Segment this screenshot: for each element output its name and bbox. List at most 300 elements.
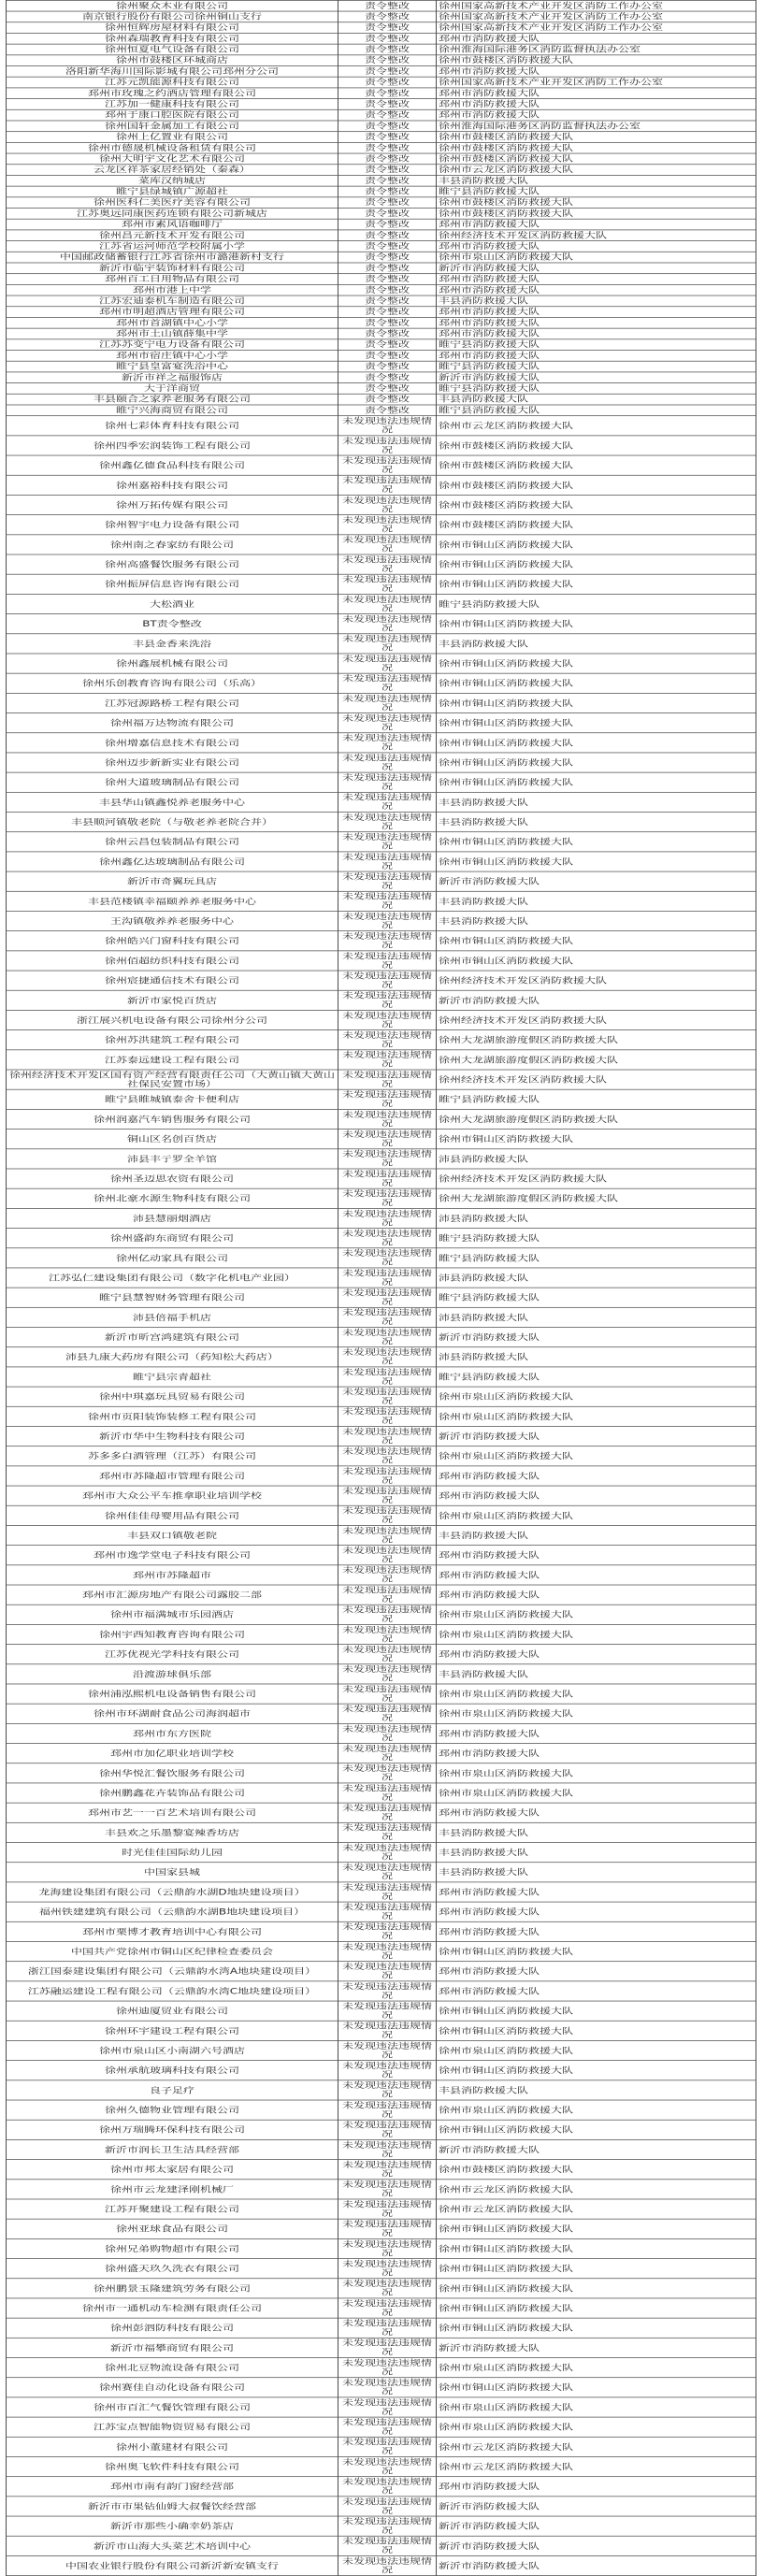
result-cell: 未发现违法违规情况 xyxy=(338,1981,437,2001)
unit-name-cell: 徐州振屏信息咨询有限公司 xyxy=(7,574,338,594)
result-cell: 责令整改 xyxy=(338,339,437,351)
table-row xyxy=(7,1981,756,2001)
unit-name-cell: 新沂市家悦百货店 xyxy=(7,990,338,1010)
unit-name-cell: 徐州上亿置业有限公司 xyxy=(7,132,338,143)
department-cell: 徐州市铜山区消防救援大队 xyxy=(437,713,756,733)
unit-name-cell: 丰县顺河镇敬老院（与敬老养老院合并） xyxy=(7,813,338,832)
department-cell: 丰县消防救援大队 xyxy=(437,1664,756,1684)
department-cell: 徐州市云龙区消防救援大队 xyxy=(437,416,756,436)
result-cell: 未发现违法违规情况 xyxy=(338,673,437,693)
result-cell: 未发现违法违规情况 xyxy=(338,1962,437,1981)
unit-name-cell: 王沟镇敬养养老服务中心 xyxy=(7,911,338,930)
table-row xyxy=(7,475,756,495)
table-row xyxy=(7,1387,756,1406)
table-row xyxy=(7,1208,756,1228)
unit-name-cell: 睢宁兴海商贸有限公司 xyxy=(7,405,338,416)
department-cell: 徐州市泉山区消防救援大队 xyxy=(437,1763,756,1783)
table-row xyxy=(7,634,756,654)
department-cell: 徐州市泉山区消防救援大队 xyxy=(437,2358,756,2378)
unit-name-cell: 徐州福万达物流有限公司 xyxy=(7,713,338,733)
department-cell: 徐州淮海国际港务区消防监督执法办公室 xyxy=(437,44,756,55)
table-row xyxy=(7,832,756,852)
department-cell: 徐州市云龙区消防救援大队 xyxy=(437,165,756,176)
table-row xyxy=(7,416,756,436)
department-cell: 邳州市消防救援大队 xyxy=(437,33,756,44)
result-cell: 未发现违法违规情况 xyxy=(338,2040,437,2060)
unit-name-cell: 邳州市栗博才教育培训中心有限公司 xyxy=(7,1921,338,1941)
table-row xyxy=(7,1941,756,1961)
table-row xyxy=(7,753,756,772)
department-cell: 徐州大龙湖旅游度假区消防救援大队 xyxy=(437,1188,756,1208)
department-cell: 丰县消防救援大队 xyxy=(437,175,756,186)
table-row xyxy=(7,455,756,475)
table-row xyxy=(7,88,756,99)
department-cell: 徐州经济技术开发区消防救援大队 xyxy=(437,230,756,241)
unit-name-cell: 徐州云昌包装制品有限公司 xyxy=(7,832,338,852)
table-row xyxy=(7,351,756,362)
result-cell: 责令整改 xyxy=(338,383,437,395)
department-cell: 丰县消防救援大队 xyxy=(437,813,756,832)
unit-name-cell: 邳州市东方医院 xyxy=(7,1723,338,1743)
result-cell: 责令整改 xyxy=(338,209,437,220)
department-cell: 睢宁县消防救援大队 xyxy=(437,186,756,197)
department-cell: 新沂市消防救援大队 xyxy=(437,990,756,1010)
result-cell: 未发现违法违规情况 xyxy=(338,2080,437,2100)
unit-name-cell: 丰县欢之乐墨黎宴辣香坊店 xyxy=(7,1822,338,1842)
result-cell: 未发现违法违规情况 xyxy=(338,1208,437,1228)
result-cell: 责令整改 xyxy=(338,175,437,186)
table-row xyxy=(7,394,756,405)
table-row xyxy=(7,2279,756,2298)
department-cell: 邳州市消防救援大队 xyxy=(437,2477,756,2497)
department-cell: 邳州市消防救援大队 xyxy=(437,109,756,121)
table-row xyxy=(7,2497,756,2516)
result-cell: 未发现违法违规情况 xyxy=(338,1902,437,1921)
department-cell: 徐州市铜山区消防救援大队 xyxy=(437,2279,756,2298)
table-row xyxy=(7,891,756,911)
department-cell: 徐州市鼓楼区消防救援大队 xyxy=(437,142,756,153)
unit-name-cell: 徐州苏洪建筑工程有限公司 xyxy=(7,1030,338,1050)
result-cell: 未发现违法违规情况 xyxy=(338,772,437,792)
unit-name-cell: 沛县九康大药房有限公司（药知松大药店） xyxy=(7,1347,338,1367)
unit-name-cell: 良子足疗 xyxy=(7,2080,338,2100)
result-cell: 未发现违法违规情况 xyxy=(338,1130,437,1149)
result-cell: 未发现违法违规情况 xyxy=(338,1010,437,1029)
department-cell: 邳州市消防救援大队 xyxy=(437,1921,756,1941)
unit-name-cell: 徐州市福满城市乐园酒店 xyxy=(7,1605,338,1624)
department-cell: 徐州市泉山区消防救援大队 xyxy=(437,1406,756,1426)
unit-name-cell: 徐州万瑞腾环保科技有限公司 xyxy=(7,2120,338,2139)
unit-name-cell: 新沂市润长卫生洁具经营部 xyxy=(7,2139,338,2159)
unit-name-cell: 邳州百工日用物品有限公司 xyxy=(7,274,338,285)
result-cell: 未发现违法违规情况 xyxy=(338,2497,437,2516)
table-row xyxy=(7,2001,756,2021)
unit-name-cell: 龙海建设集团有限公司（云鼎韵水湖D地块建设项目） xyxy=(7,1882,338,1902)
unit-name-cell: 睢宁县睢城镇泰舍卡便利店 xyxy=(7,1089,338,1109)
unit-name-cell: 邳州于康口腔医院有限公司 xyxy=(7,109,338,121)
unit-name-cell: 邳州市汇源房地产有限公司露胶二部 xyxy=(7,1585,338,1605)
unit-name-cell: 大于洋商贸 xyxy=(7,383,338,395)
result-cell: 未发现违法违规情况 xyxy=(338,1822,437,1842)
table-row xyxy=(7,2160,756,2180)
department-cell: 徐州市铜山区消防救援大队 xyxy=(437,574,756,594)
department-cell: 丰县消防救援大队 xyxy=(437,1843,756,1863)
unit-name-cell: 江苏元凯能源科技有限公司 xyxy=(7,77,338,88)
table-row xyxy=(7,1744,756,1763)
table-row xyxy=(7,1863,756,1882)
table-row xyxy=(7,230,756,241)
department-cell: 睢宁县消防救援大队 xyxy=(437,594,756,613)
department-cell: 丰县消防救援大队 xyxy=(437,1822,756,1842)
department-cell: 徐州市铜山区消防救援大队 xyxy=(437,654,756,673)
table-row xyxy=(7,535,756,554)
table-row xyxy=(7,2318,756,2338)
result-cell: 未发现违法违规情况 xyxy=(338,1921,437,1941)
result-cell: 未发现违法违规情况 xyxy=(338,2021,437,2040)
table-row xyxy=(7,142,756,153)
table-row xyxy=(7,307,756,318)
department-cell: 邳州市消防救援大队 xyxy=(437,351,756,362)
department-cell: 徐州市鼓楼区消防救援大队 xyxy=(437,495,756,514)
department-cell: 徐州市铜山区消防救援大队 xyxy=(437,693,756,712)
unit-name-cell: 徐州市云龙建泽刚机械厂 xyxy=(7,2180,338,2199)
unit-name-cell: 邳州市南有韵门窗经营部 xyxy=(7,2477,338,2497)
unit-name-cell: 徐州皓兴门窗科技有限公司 xyxy=(7,931,338,951)
department-cell: 徐州市铜山区消防救援大队 xyxy=(437,852,756,871)
result-cell: 未发现违法违规情况 xyxy=(338,495,437,514)
result-cell: 未发现违法违规情况 xyxy=(338,1188,437,1208)
department-cell: 睢宁县消防救援大队 xyxy=(437,1229,756,1248)
result-cell: 责令整改 xyxy=(338,361,437,372)
table-row xyxy=(7,197,756,209)
department-cell: 邳州市消防救援大队 xyxy=(437,307,756,318)
department-cell: 新沂市消防救援大队 xyxy=(437,2338,756,2357)
table-row xyxy=(7,109,756,121)
table-row xyxy=(7,284,756,295)
table-row xyxy=(7,2536,756,2555)
result-cell: 未发现违法违规情况 xyxy=(338,2555,437,2575)
table-row xyxy=(7,1704,756,1723)
result-cell: 未发现违法违规情况 xyxy=(338,1288,437,1307)
result-cell: 未发现违法违规情况 xyxy=(338,2378,437,2397)
result-cell: 未发现违法违规情况 xyxy=(338,1941,437,1961)
result-cell: 责令整改 xyxy=(338,405,437,416)
table-row xyxy=(7,2080,756,2100)
result-cell: 责令整改 xyxy=(338,230,437,241)
department-cell: 徐州市铜山区消防救援大队 xyxy=(437,733,756,753)
result-cell: 未发现违法违规情况 xyxy=(338,852,437,871)
result-cell: 未发现违法违规情况 xyxy=(338,2477,437,2497)
unit-name-cell: 徐州市德晟机械设备租赁有限公司 xyxy=(7,142,338,153)
table-row xyxy=(7,1684,756,1704)
result-cell: 未发现违法违规情况 xyxy=(338,2298,437,2318)
table-row xyxy=(7,1664,756,1684)
unit-name-cell: 新沂市山海大头菜艺术培训中心 xyxy=(7,2536,338,2555)
table-body xyxy=(7,0,756,2575)
department-cell: 邳州市消防救援大队 xyxy=(437,88,756,99)
result-cell: 未发现违法违规情况 xyxy=(338,1684,437,1704)
result-cell: 未发现违法违规情况 xyxy=(338,515,437,535)
result-cell: 未发现违法违规情况 xyxy=(338,2238,437,2258)
department-cell: 徐州市泉山区消防救援大队 xyxy=(437,2100,756,2120)
table-row xyxy=(7,1406,756,1426)
table-row xyxy=(7,1367,756,1387)
unit-name-cell: 徐州鹏鑫花卉装饰品有限公司 xyxy=(7,1783,338,1803)
result-cell: 责令整改 xyxy=(338,66,437,78)
result-cell: 责令整改 xyxy=(338,99,437,110)
unit-name-cell: 邳州市宿庄镇中心小学 xyxy=(7,351,338,362)
table-row xyxy=(7,1525,756,1545)
result-cell: 未发现违法违规情况 xyxy=(338,1605,437,1624)
table-row xyxy=(7,594,756,613)
department-cell: 徐州市铜山区消防救援大队 xyxy=(437,1130,756,1149)
result-cell: 未发现违法违规情况 xyxy=(338,2516,437,2536)
unit-name-cell: 新沂市临宇装饰材料有限公司 xyxy=(7,263,338,274)
unit-name-cell: 徐州迪厦贸业有限公司 xyxy=(7,2001,338,2021)
department-cell: 新沂市消防救援大队 xyxy=(437,372,756,383)
result-cell: 未发现违法违规情况 xyxy=(338,971,437,990)
table-row xyxy=(7,1723,756,1743)
department-cell: 邳州市消防救援大队 xyxy=(437,284,756,295)
unit-name-cell: 新沂市昕宫鸿建筑有限公司 xyxy=(7,1328,338,1347)
table-row xyxy=(7,153,756,165)
table-row xyxy=(7,405,756,416)
result-cell: 未发现违法违规情况 xyxy=(338,455,437,475)
unit-name-cell: 菜库汉纳城店 xyxy=(7,175,338,186)
table-row xyxy=(7,241,756,252)
department-cell: 徐州市铜山区消防救援大队 xyxy=(437,614,756,634)
department-cell: 徐州市铜山区消防救援大队 xyxy=(437,2318,756,2338)
unit-name-cell: 徐州奥飞软件科技有限公司 xyxy=(7,2456,338,2476)
unit-name-cell: 江苏泰远建设工程有限公司 xyxy=(7,1050,338,1070)
table-row xyxy=(7,1843,756,1863)
table-row xyxy=(7,1307,756,1327)
result-cell: 未发现违法违规情况 xyxy=(338,1843,437,1863)
department-cell: 徐州市泉山区消防救援大队 xyxy=(437,1605,756,1624)
unit-name-cell: 邳州市逸学堂电子科技有限公司 xyxy=(7,1546,338,1565)
table-row xyxy=(7,1902,756,1921)
unit-name-cell: 沛县倍福手机店 xyxy=(7,1307,338,1327)
department-cell: 徐州市云龙区消防救援大队 xyxy=(437,2456,756,2476)
unit-name-cell: 徐州赛佳自动化设备有限公司 xyxy=(7,2378,338,2397)
unit-name-cell: 徐州增嘉信息技术有限公司 xyxy=(7,733,338,753)
unit-name-cell: 徐州迈步新新实业有限公司 xyxy=(7,753,338,772)
unit-name-cell: 南京银行股份有限公司徐州铜山支行 xyxy=(7,11,338,22)
result-cell: 未发现违法违规情况 xyxy=(338,1050,437,1070)
result-cell: 未发现违法违规情况 xyxy=(338,713,437,733)
result-cell: 未发现违法违规情况 xyxy=(338,475,437,495)
unit-name-cell: 新沂市那些小确幸奶茶店 xyxy=(7,2516,338,2536)
table-row xyxy=(7,339,756,351)
department-cell: 丰县消防救援大队 xyxy=(437,891,756,911)
department-cell: 徐州经济技术开发区消防救援大队 xyxy=(437,1169,756,1188)
table-row xyxy=(7,22,756,34)
table-row xyxy=(7,1169,756,1188)
result-cell: 未发现违法违规情况 xyxy=(338,2120,437,2139)
department-cell: 沛县消防救援大队 xyxy=(437,1347,756,1367)
result-cell: 未发现违法违规情况 xyxy=(338,792,437,812)
unit-name-cell: 中国共产党徐州市铜山区纪律检查委员会 xyxy=(7,1941,338,1961)
result-cell: 责令整改 xyxy=(338,33,437,44)
department-cell: 新沂市消防救援大队 xyxy=(437,2516,756,2536)
table-row xyxy=(7,951,756,971)
unit-name-cell: 中国家县城 xyxy=(7,1863,338,1882)
result-cell: 未发现违法违规情况 xyxy=(338,733,437,753)
table-row xyxy=(7,361,756,372)
department-cell: 徐州市鼓楼区消防救援大队 xyxy=(437,436,756,455)
unit-name-cell: 江苏开聚建设工程有限公司 xyxy=(7,2199,338,2219)
department-cell: 邳州市消防救援大队 xyxy=(437,1585,756,1605)
department-cell: 徐州市泉山区消防救援大队 xyxy=(437,1684,756,1704)
department-cell: 睢宁县消防救援大队 xyxy=(437,1248,756,1268)
unit-name-cell: 邳州市大众公平车推拿职业培训学校 xyxy=(7,1486,338,1505)
result-cell: 未发现违法违规情况 xyxy=(338,436,437,455)
result-cell: 未发现违法违规情况 xyxy=(338,1446,437,1466)
table-row xyxy=(7,1605,756,1624)
department-cell: 徐州市泉山区消防救援大队 xyxy=(437,1387,756,1406)
table-row xyxy=(7,263,756,274)
department-cell: 徐州市云龙区消防救援大队 xyxy=(437,2437,756,2456)
result-cell: 未发现违法违规情况 xyxy=(338,2180,437,2199)
table-row xyxy=(7,574,756,594)
result-cell: 未发现违法违规情况 xyxy=(338,1406,437,1426)
table-row xyxy=(7,1149,756,1169)
department-cell: 邳州市消防救援大队 xyxy=(437,1902,756,1921)
result-cell: 未发现违法违规情况 xyxy=(338,1863,437,1882)
department-cell: 睢宁县消防救援大队 xyxy=(437,1288,756,1307)
result-cell: 责令整改 xyxy=(338,284,437,295)
table-row xyxy=(7,274,756,285)
table-row xyxy=(7,2516,756,2536)
department-cell: 邳州市消防救援大队 xyxy=(437,219,756,230)
unit-name-cell: 徐州高盛餐饮服务有限公司 xyxy=(7,554,338,574)
result-cell: 未发现违法违规情况 xyxy=(338,832,437,852)
department-cell: 徐州市泉山区消防救援大队 xyxy=(437,1446,756,1466)
table-row xyxy=(7,175,756,186)
unit-name-cell: 睢宁县皇富宴洗浴中心 xyxy=(7,361,338,372)
table-row xyxy=(7,733,756,753)
department-cell: 邳州市消防救援大队 xyxy=(437,1486,756,1505)
department-cell: 徐州市鼓楼区消防救援大队 xyxy=(437,455,756,475)
table-row xyxy=(7,1109,756,1129)
table-row xyxy=(7,1624,756,1644)
table-row xyxy=(7,2378,756,2397)
table-row xyxy=(7,813,756,832)
result-cell: 责令整改 xyxy=(338,252,437,263)
table-row xyxy=(7,165,756,176)
result-cell: 未发现违法违规情况 xyxy=(338,2199,437,2219)
result-cell: 未发现违法违规情况 xyxy=(338,535,437,554)
table-row xyxy=(7,44,756,55)
department-cell: 睢宁县消防救援大队 xyxy=(437,383,756,395)
result-cell: 未发现违法违规情况 xyxy=(338,1744,437,1763)
result-cell: 未发现违法违规情况 xyxy=(338,2279,437,2298)
unit-name-cell: 徐州宸捷通信技术有限公司 xyxy=(7,971,338,990)
table-row xyxy=(7,931,756,951)
table-row xyxy=(7,2139,756,2159)
table-row xyxy=(7,772,756,792)
unit-name-cell: 徐州兄弟购物超市有限公司 xyxy=(7,2238,338,2258)
unit-name-cell: 邳州市首湖镇中心小学 xyxy=(7,317,338,328)
result-cell: 未发现违法违规情况 xyxy=(338,554,437,574)
unit-name-cell: 徐州鑫亿达玻璃制品有限公司 xyxy=(7,852,338,871)
unit-name-cell: 睢宁县宗青超社 xyxy=(7,1367,338,1387)
result-cell: 未发现违法违规情况 xyxy=(338,2338,437,2357)
department-cell: 新沂市消防救援大队 xyxy=(437,1328,756,1347)
result-cell: 未发现违法违规情况 xyxy=(338,1723,437,1743)
department-cell: 徐州市铜山区消防救援大队 xyxy=(437,2219,756,2238)
department-cell: 徐州市铜山区消防救援大队 xyxy=(437,673,756,693)
table-row xyxy=(7,1822,756,1842)
result-cell: 责令整改 xyxy=(338,142,437,153)
result-cell: 未发现违法违规情况 xyxy=(338,2259,437,2279)
table-row xyxy=(7,66,756,78)
unit-name-cell: 丰县金香来洗浴 xyxy=(7,634,338,654)
department-cell: 徐州市铜山区消防救援大队 xyxy=(437,772,756,792)
unit-name-cell: 邳州市艺一一百艺术培训有限公司 xyxy=(7,1803,338,1822)
table-row xyxy=(7,317,756,328)
result-cell: 责令整改 xyxy=(338,44,437,55)
result-cell: 责令整改 xyxy=(338,295,437,307)
table-row xyxy=(7,515,756,535)
department-cell: 徐州市鼓楼区消防救援大队 xyxy=(437,515,756,535)
table-row xyxy=(7,2259,756,2279)
department-cell: 睢宁县消防救援大队 xyxy=(437,405,756,416)
result-cell: 未发现违法违规情况 xyxy=(338,1268,437,1288)
department-cell: 邳州市消防救援大队 xyxy=(437,328,756,339)
department-cell: 徐州大龙湖旅游度假区消防救援大队 xyxy=(437,1030,756,1050)
unit-name-cell: 徐州市一通机动车检测有限责任公司 xyxy=(7,2298,338,2318)
result-cell: 未发现违法违规情况 xyxy=(338,1763,437,1783)
result-cell: 未发现违法违规情况 xyxy=(338,911,437,930)
table-row xyxy=(7,792,756,812)
department-cell: 邳州市消防救援大队 xyxy=(437,99,756,110)
unit-name-cell: 徐州彭泗防科技有限公司 xyxy=(7,2318,338,2338)
department-cell: 徐州市鼓楼区消防救援大队 xyxy=(437,55,756,66)
department-cell: 徐州经济技术开发区消防救援大队 xyxy=(437,1010,756,1029)
unit-name-cell: 邳州市苏隆超市 xyxy=(7,1565,338,1585)
result-cell: 责令整改 xyxy=(338,109,437,121)
department-cell: 新沂市消防救援大队 xyxy=(437,2555,756,2575)
result-cell: 责令整改 xyxy=(338,394,437,405)
department-cell: 丰县消防救援大队 xyxy=(437,394,756,405)
department-cell: 睢宁县消防救援大队 xyxy=(437,339,756,351)
department-cell: 丰县消防救援大队 xyxy=(437,911,756,930)
unit-name-cell: 福州铁建建筑有限公司（云鼎韵水湖B地块建设项目） xyxy=(7,1902,338,1921)
result-cell: 责令整改 xyxy=(338,165,437,176)
department-cell: 邳州市消防救援大队 xyxy=(437,241,756,252)
result-cell: 未发现违法违规情况 xyxy=(338,2417,437,2437)
table-row xyxy=(7,252,756,263)
unit-name-cell: 徐州盛天玖久洗衣有限公司 xyxy=(7,2259,338,2279)
table-row xyxy=(7,2100,756,2120)
table-row xyxy=(7,2219,756,2238)
table-row xyxy=(7,2456,756,2476)
result-cell: 未发现违法违规情况 xyxy=(338,1328,437,1347)
department-cell: 徐州市铜山区消防救援大队 xyxy=(437,2238,756,2258)
department-cell: 徐州市铜山区消防救援大队 xyxy=(437,2120,756,2139)
unit-name-cell: 浙江展兴机电设备有限公司徐州分公司 xyxy=(7,1010,338,1029)
unit-name-cell: 徐州恒辉房屋材料有限公司 xyxy=(7,22,338,34)
result-cell: 未发现违法违规情况 xyxy=(338,2318,437,2338)
table-row xyxy=(7,99,756,110)
table-row xyxy=(7,2358,756,2378)
result-cell: 未发现违法违规情况 xyxy=(338,1585,437,1605)
department-cell: 徐州市铜山区消防救援大队 xyxy=(437,832,756,852)
department-cell: 睢宁县消防救援大队 xyxy=(437,361,756,372)
unit-name-cell: 邳州市明超酒店管理有限公司 xyxy=(7,307,338,318)
table-row xyxy=(7,1050,756,1070)
